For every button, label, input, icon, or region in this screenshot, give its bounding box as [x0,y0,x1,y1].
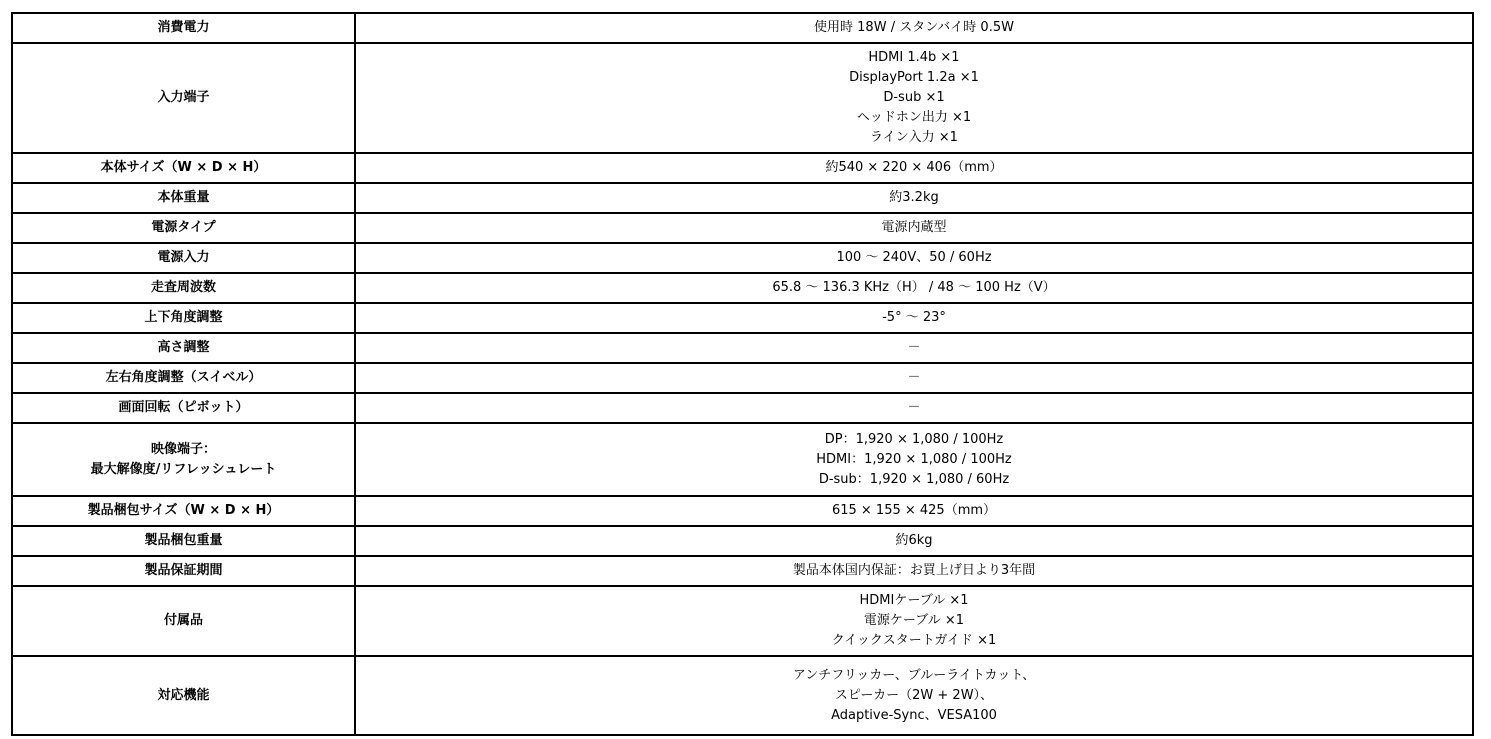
label-line: 電源タイプ [151,220,216,235]
spec-label [12,526,355,556]
value-line: ライン入力 ×1 [870,130,958,145]
label-line: 本体サイズ（W × D × H） [100,160,267,175]
spec-row-power-consumption [12,13,1473,43]
spec-label [12,303,355,333]
spec-value [355,423,1473,496]
spec-label [12,183,355,213]
value-line: 約6kg [895,533,933,548]
value-line: HDMI：1,920 × 1,080 / 100Hz [816,451,1012,467]
spec-row-package-weight [12,526,1473,556]
label-line: 電源入力 [157,250,210,265]
spec-value [355,556,1473,586]
label-line: 対応機能 [157,687,210,703]
spec-row-swivel [12,363,1473,393]
spec-label [12,586,355,656]
spec-label [12,363,355,393]
value-line: ヘッドホン出力 ×1 [856,110,972,125]
label-line: 走査周波数 [150,280,216,295]
spec-row-accessories [12,586,1473,656]
value-line: D-sub：1,920 × 1,080 / 60Hz [818,471,1010,487]
value-line: 615 × 155 × 425（mm） [831,503,997,518]
spec-row-tilt [12,303,1473,333]
value-line: クイックスタートガイド ×1 [831,633,997,648]
value-line: 約540 × 220 × 406（mm） [825,160,1003,175]
value-line: -5° ～ 23° [882,310,946,325]
value-line: 65.8 ～ 136.3 KHz（H） / 48 ～ 100 Hz（V） [772,280,1056,295]
spec-value [355,333,1473,363]
value-line: DP：1,920 × 1,080 / 100Hz [824,431,1004,447]
spec-value [355,303,1473,333]
spec-label [12,496,355,526]
value-line: － [907,370,921,385]
spec-label [12,213,355,243]
spec-label [12,393,355,423]
value-line: － [907,340,921,355]
value-line: DisplayPort 1.2a ×1 [849,70,979,85]
spec-row-input-terminals [12,43,1473,153]
value-line: 電源ケーブル ×1 [863,613,965,628]
spec-value [355,273,1473,303]
spec-row-scan-frequency [12,273,1473,303]
value-line: 電源内蔵型 [881,220,947,235]
value-line: 100 ～ 240V、50 / 60Hz [836,250,992,265]
spec-value [355,526,1473,556]
spec-row-power-input [12,243,1473,273]
value-line: HDMI 1.4b ×1 [868,50,960,65]
spec-value [355,496,1473,526]
spec-row-pivot [12,393,1473,423]
label-line: 入力端子 [157,90,210,105]
spec-value [355,43,1473,153]
spec-value [355,13,1473,43]
label-line: 映像端子： [150,441,216,457]
spec-row-power-type [12,213,1473,243]
value-line: 使用時 18W / スタンバイ時 0.5W [814,20,1014,35]
label-line: 付属品 [163,613,203,628]
spec-label [12,556,355,586]
value-line: 約3.2kg [889,190,939,205]
label-line: 高さ調整 [157,340,210,355]
spec-table [11,12,1474,736]
spec-label [12,13,355,43]
spec-label [12,423,355,496]
spec-row-package-size [12,496,1473,526]
value-line: D-sub ×1 [883,90,945,105]
spec-row-video-terminals [12,423,1473,496]
spec-label [12,273,355,303]
spec-label [12,656,355,735]
spec-label [12,153,355,183]
spec-label [12,43,355,153]
label-line: 本体重量 [157,190,210,205]
value-line: － [907,400,921,415]
label-line: 上下角度調整 [144,310,223,325]
spec-table-body [12,13,1473,735]
spec-value [355,393,1473,423]
spec-value [355,656,1473,735]
value-line: Adaptive-Sync、VESA100 [831,707,997,723]
spec-row-height-adjust [12,333,1473,363]
label-line: 製品梱包サイズ（W × D × H） [87,503,280,518]
label-line: 製品保証期間 [144,563,223,578]
value-line: 製品本体国内保証：お買上げ日より3年間 [792,563,1036,578]
label-line: 最大解像度/リフレッシュレート [90,461,277,477]
spec-label [12,243,355,273]
label-line: 消費電力 [157,20,210,35]
spec-row-body-weight [12,183,1473,213]
spec-row-features [12,656,1473,735]
spec-value [355,153,1473,183]
spec-value [355,363,1473,393]
label-line: 画面回転（ピボット） [118,400,249,415]
value-line: HDMIケーブル ×1 [859,593,969,608]
spec-row-warranty [12,556,1473,586]
spec-label [12,333,355,363]
label-line: 左右角度調整（スイベル） [105,370,262,385]
spec-row-body-size [12,153,1473,183]
value-line: アンチフリッカー、ブルーライトカット、 [792,667,1036,683]
label-line: 製品梱包重量 [144,533,223,548]
spec-value [355,586,1473,656]
value-line: スピーカー（2W + 2W）、 [834,687,994,703]
spec-value [355,213,1473,243]
spec-value [355,243,1473,273]
spec-value [355,183,1473,213]
